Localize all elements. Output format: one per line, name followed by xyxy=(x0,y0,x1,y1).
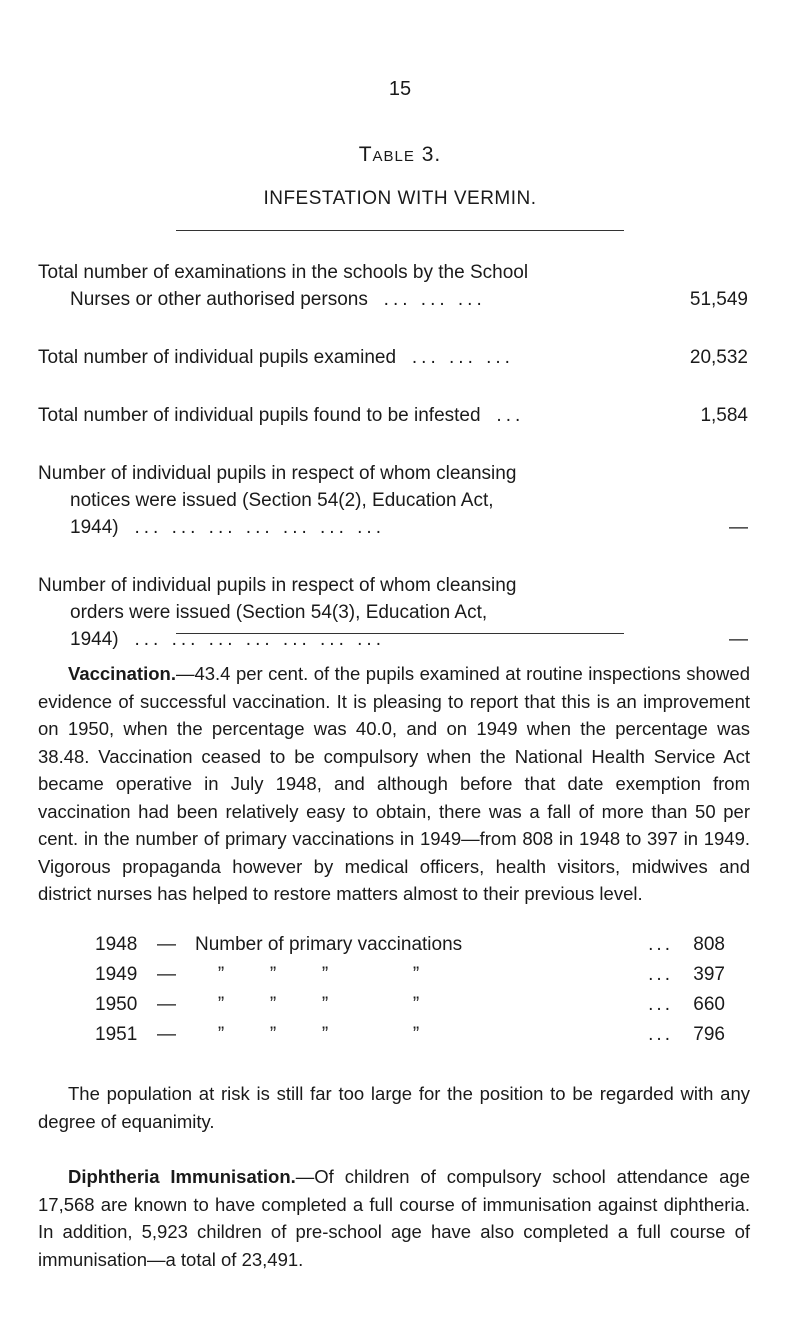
vaccination-value: 808 xyxy=(693,934,725,955)
vaccination-value: 796 xyxy=(693,1024,725,1045)
stat-value: 20,532 xyxy=(689,347,748,368)
stat-row-pupils-examined xyxy=(38,344,748,371)
leader-dots: ... xyxy=(648,994,673,1015)
leader-dots: ... xyxy=(648,934,673,955)
stat-label-line: Number of individual pupils in respect of whom cleansing xyxy=(38,575,517,596)
stat-label-line: notices were issued (Section 54(2), Education Act, xyxy=(70,490,494,511)
table-subtitle: INFESTATION WITH VERMIN. xyxy=(263,188,537,209)
diphtheria-heading: Diphtheria Immunisation. xyxy=(68,1166,296,1187)
stat-value: 51,549 xyxy=(689,289,748,310)
dash: — xyxy=(157,994,176,1015)
bottom-rule xyxy=(176,633,624,634)
vaccination-row xyxy=(95,930,725,960)
vaccination-table xyxy=(95,930,725,1050)
dash: — xyxy=(157,1024,176,1045)
stat-label-line: orders were issued (Section 54(3), Education Act, xyxy=(70,602,488,623)
stat-value: — xyxy=(729,517,748,538)
leader-dots: ... xyxy=(496,405,525,426)
table-title: Table 3. xyxy=(358,143,442,166)
ditto-marks: ” ” ” ” xyxy=(217,994,420,1015)
stat-label-line: Total number of individual pupils examined xyxy=(38,347,397,368)
vermin-stats-table xyxy=(38,259,748,653)
stat-row-cleansing-notices xyxy=(38,460,748,541)
vaccination-label: Number of primary vaccinations xyxy=(195,934,463,955)
vaccination-year: 1950 xyxy=(95,994,138,1015)
leader-dots: ... ... ... xyxy=(411,347,514,368)
top-rule xyxy=(176,230,624,231)
vaccination-value: 660 xyxy=(693,994,725,1015)
stat-label-line: 1944) xyxy=(70,517,119,538)
vaccination-value: 397 xyxy=(693,964,725,985)
diphtheria-text: —Of children of compulsory school attendance age 17,568 are known to have completed a full course of immunisation against diphtheria. In addition, 5,923 children of pre-school age have also completed a full course of immunisation—a total of 23,491. xyxy=(38,1166,750,1270)
dash: — xyxy=(157,964,176,985)
vaccination-year: 1949 xyxy=(95,964,138,985)
vaccination-text: —43.4 per cent. of the pupils examined at routine inspections showed evidence of successful vaccination. It is pleasing to report that this is an improvement on 1950, when the percentage was 40.0, and on 1949 when the percentage was 38.48. Vaccination ceased to be compulsory when the National Health Service Act became operative in July 1948, and although before that date exemption from vaccination had been relatively easy to obtain, there was a fall of more than 50 per cent. in the number of primary vaccinations in 1949—from 808 in 1948 to 397 in 1949. Vigorous propaganda however by medical officers, health visitors, midwives and district nurses has helped to restore matters almost to their previous level. xyxy=(38,663,750,904)
stat-label-line: Total number of individual pupils found to be infested xyxy=(38,405,481,426)
leader-dots: ... ... ... xyxy=(383,289,486,310)
vaccination-year: 1951 xyxy=(95,1024,138,1045)
ditto-marks: ” ” ” ” xyxy=(217,964,420,985)
stat-row-pupils-infested xyxy=(38,402,748,429)
population-paragraph xyxy=(38,1080,750,1135)
vaccination-row xyxy=(95,960,725,990)
vaccination-year: 1948 xyxy=(95,934,138,955)
page-number: 15 xyxy=(388,78,412,100)
diphtheria-paragraph xyxy=(38,1163,750,1273)
dash: — xyxy=(157,934,176,955)
population-text: The population at risk is still far too large for the position to be regarded with any degree of equanimity. xyxy=(38,1083,750,1132)
stat-value: — xyxy=(729,629,748,650)
stat-label-line: Number of individual pupils in respect of whom cleansing xyxy=(38,463,517,484)
stat-label-line: Total number of examinations in the schools by the School xyxy=(38,262,529,283)
stat-value: 1,584 xyxy=(700,405,748,426)
stat-row-examinations xyxy=(38,259,748,313)
vaccination-row xyxy=(95,1020,725,1050)
stat-row-cleansing-orders xyxy=(38,572,748,653)
ditto-marks: ” ” ” ” xyxy=(217,1024,420,1045)
vaccination-row xyxy=(95,990,725,1020)
leader-dots: ... ... ... ... ... ... ... xyxy=(134,517,385,538)
vaccination-paragraph xyxy=(38,660,750,908)
stat-label-line: 1944) xyxy=(70,629,119,650)
leader-dots: ... xyxy=(648,964,673,985)
leader-dots: ... ... ... ... ... ... ... xyxy=(134,629,385,650)
vaccination-heading: Vaccination. xyxy=(68,663,176,684)
stat-label-line: Nurses or other authorised persons xyxy=(70,289,368,310)
leader-dots: ... xyxy=(648,1024,673,1045)
